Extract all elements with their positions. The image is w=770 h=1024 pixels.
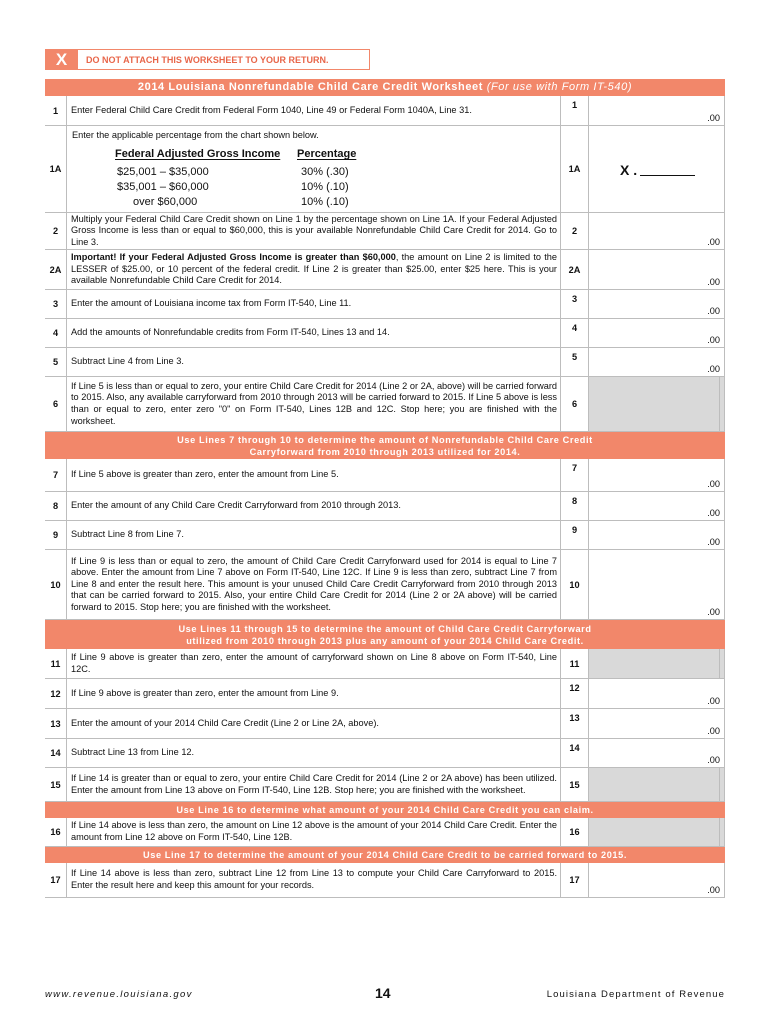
important-note: Important! If your Federal Adjusted Gross Income is greater than $60,000 bbox=[71, 252, 396, 263]
cents: .00 bbox=[707, 696, 720, 706]
footer-website-link[interactable]: www.revenue.louisiana.gov bbox=[45, 989, 193, 1000]
line-3-row bbox=[45, 290, 725, 319]
worksheet-title bbox=[45, 79, 725, 96]
chart-intro: Enter the applicable percentage from the chart shown below. bbox=[72, 130, 319, 140]
cents: .00 bbox=[707, 277, 720, 287]
box-label: 17 bbox=[560, 863, 588, 897]
line-number: 9 bbox=[45, 521, 67, 549]
band-line-2: Carryforward from 2010 through 2013 utilized for 2014. bbox=[249, 446, 521, 457]
band-line-1: Use Lines 7 through 10 to determine the amount of Nonrefundable Child Care Credit bbox=[177, 434, 593, 445]
line-12-amount-field[interactable] bbox=[588, 679, 725, 708]
chart-pct-2: 10% (.10) bbox=[301, 181, 349, 193]
line-text: If Line 14 above is less than zero, the amount on Line 12 above is the amount of your 2014 Child Care Credit. Enter the amount from Line 12 above on Form IT-540, Line 12B. bbox=[71, 820, 557, 842]
line-text: Enter the amount of Louisiana income tax from Form IT-540, Line 11. bbox=[71, 298, 352, 309]
line-number: 1A bbox=[45, 126, 67, 212]
line-13-row bbox=[45, 709, 725, 739]
line-number: 4 bbox=[45, 319, 67, 347]
line-15-row bbox=[45, 768, 725, 802]
line-number: 5 bbox=[45, 348, 67, 376]
line-5-row bbox=[45, 348, 725, 377]
cents: .00 bbox=[707, 306, 720, 316]
line-text-rest: , the amount on Line 2 is limited to the LESSER of $25.00, or 10 percent of the federal credit. If Line 2 is greater than $25.00, enter $25 here. This is your available Nonrefundable Child Care Credit for 2014. bbox=[71, 252, 558, 286]
line-1a-percentage-field[interactable] bbox=[588, 126, 725, 212]
line-4-amount-field[interactable] bbox=[588, 319, 725, 347]
chart-agi-3: over $60,000 bbox=[133, 196, 198, 208]
cents: .00 bbox=[707, 113, 720, 123]
line-number: 3 bbox=[45, 290, 67, 318]
multiply-sign: X . bbox=[620, 162, 638, 178]
line-12-row bbox=[45, 679, 725, 709]
line-14-row bbox=[45, 739, 725, 768]
line-11-row bbox=[45, 649, 725, 679]
chart-pct-3: 10% (.10) bbox=[301, 196, 349, 208]
cell-divider bbox=[719, 818, 720, 846]
line-number: 14 bbox=[45, 739, 67, 767]
line-number: 1 bbox=[45, 96, 67, 125]
line-7-row bbox=[45, 459, 725, 492]
cents: .00 bbox=[707, 537, 720, 547]
line-text: Add the amounts of Nonrefundable credits from Form IT-540, Lines 13 and 14. bbox=[71, 327, 390, 338]
line-1-amount-field[interactable] bbox=[588, 96, 725, 125]
line-6-shaded-field bbox=[588, 377, 725, 431]
line-1-row bbox=[45, 96, 725, 126]
line-text: If Line 14 is greater than or equal to zero, your entire Child Care Credit for 2014 (Line 2 or 2A above) has been utilized. Enter the amount from Line 13 above on Form IT-540, Line 12B. Stop here; you are finished with the worksheet. bbox=[71, 772, 557, 795]
line-text: If Line 5 above is greater than zero, enter the amount from Line 5. bbox=[71, 469, 339, 480]
line-4-row bbox=[45, 319, 725, 348]
box-label: 2A bbox=[560, 250, 588, 289]
cents: .00 bbox=[707, 607, 720, 617]
line-number: 16 bbox=[45, 818, 67, 846]
line-16-row bbox=[45, 818, 725, 847]
line-5-amount-field[interactable] bbox=[588, 348, 725, 376]
box-label: 10 bbox=[560, 550, 588, 619]
box-label: 4 bbox=[560, 319, 588, 347]
line-number: 11 bbox=[45, 649, 67, 678]
chart-pct-1: 30% (.30) bbox=[301, 166, 349, 178]
section-band-line-16 bbox=[45, 802, 725, 818]
line-17-amount-field[interactable] bbox=[588, 863, 725, 897]
chart-header-agi: Federal Adjusted Gross Income bbox=[115, 148, 281, 160]
line-text bbox=[67, 250, 560, 289]
cents: .00 bbox=[707, 755, 720, 765]
box-label: 6 bbox=[560, 377, 588, 431]
line-text: If Line 9 is less than or equal to zero, the amount of Child Care Credit Carryforward used for 2014 is equal to Line 7 above. Enter the amount from Line 7 above on Form IT-540, Line 12C. If Line 9 is less than zero, subtract Line 7 from Line 8 and enter the result here. This amount is your unused Child Care Credit Carryforward from 2010 through 2013 that can be carried forward to 2015. Also, your entire Child Care Credit for 2014 (Line 2 or 2A above) will be carried forward to 2015. Stop here; you are finished with the worksheet. bbox=[71, 555, 557, 612]
line-2-row bbox=[45, 213, 725, 250]
section-band-line-17 bbox=[45, 847, 725, 863]
chart-header-percentage: Percentage bbox=[297, 148, 357, 160]
line-3-amount-field[interactable] bbox=[588, 290, 725, 318]
percentage-entry-line bbox=[640, 175, 695, 176]
cents: .00 bbox=[707, 335, 720, 345]
line-2a-amount-field[interactable] bbox=[588, 250, 725, 289]
line-text: Subtract Line 4 from Line 3. bbox=[71, 356, 184, 367]
band-line-1: Use Line 16 to determine what amount of your 2014 Child Care Credit you can claim. bbox=[176, 805, 594, 815]
cents: .00 bbox=[707, 479, 720, 489]
line-number: 6 bbox=[45, 377, 67, 431]
band-line-1: Use Lines 11 through 15 to determine the amount of Child Care Credit Carryforward bbox=[178, 623, 592, 634]
box-label: 1A bbox=[560, 126, 588, 212]
cell-divider bbox=[719, 377, 720, 431]
line-9-amount-field[interactable] bbox=[588, 521, 725, 549]
line-2-amount-field[interactable] bbox=[588, 213, 725, 249]
cents: .00 bbox=[707, 726, 720, 736]
cents: .00 bbox=[707, 364, 720, 374]
section-band-lines-7-10 bbox=[45, 432, 725, 459]
box-label: 12 bbox=[560, 679, 588, 708]
band-line-1: Use Line 17 to determine the amount of your 2014 Child Care Credit to be carried forward to 2015. bbox=[143, 850, 627, 860]
chart-agi-1: $25,001 – $35,000 bbox=[117, 166, 209, 178]
do-not-attach-warning: DO NOT ATTACH THIS WORKSHEET TO YOUR RETURN. bbox=[78, 49, 370, 70]
cents: .00 bbox=[707, 508, 720, 518]
x-mark-badge: X bbox=[45, 49, 78, 70]
cents: .00 bbox=[707, 237, 720, 247]
box-label: 13 bbox=[560, 709, 588, 738]
box-label: 8 bbox=[560, 492, 588, 520]
line-text: Multiply your Federal Child Care Credit shown on Line 1 by the percentage shown on Line 1A. If your Federal Adjusted Gross Income is less than or equal to $60,000, this is your available Nonrefundable Child Care Credit for 2014. Go to Line 3. bbox=[71, 213, 557, 247]
line-8-row bbox=[45, 492, 725, 521]
box-label: 11 bbox=[560, 649, 588, 678]
line-16-shaded-field bbox=[588, 818, 725, 846]
title-main: 2014 Louisiana Nonrefundable Child Care Credit Worksheet bbox=[137, 81, 484, 93]
line-text: If Line 9 above is greater than zero, enter the amount of carryforward shown on Line 8 above on Form IT-540, Line 12C. bbox=[71, 651, 557, 674]
section-band-lines-11-15 bbox=[45, 620, 725, 649]
box-label: 1 bbox=[560, 96, 588, 125]
percentage-chart bbox=[67, 126, 560, 213]
line-text: Subtract Line 8 from Line 7. bbox=[71, 529, 184, 540]
line-number: 17 bbox=[45, 863, 67, 897]
line-15-shaded-field bbox=[588, 768, 725, 801]
line-7-amount-field[interactable] bbox=[588, 459, 725, 491]
line-number: 15 bbox=[45, 768, 67, 801]
box-label: 14 bbox=[560, 739, 588, 767]
line-14-amount-field[interactable] bbox=[588, 739, 725, 767]
line-text: Enter Federal Child Care Credit from Federal Form 1040, Line 49 or Federal Form 1040A, Line 31. bbox=[71, 104, 472, 115]
cell-divider bbox=[719, 649, 720, 678]
line-text: Enter the amount of any Child Care Credit Carryforward from 2010 through 2013. bbox=[71, 500, 401, 511]
line-number: 7 bbox=[45, 459, 67, 491]
line-8-amount-field[interactable] bbox=[588, 492, 725, 520]
line-2a-row bbox=[45, 250, 725, 290]
line-number: 10 bbox=[45, 550, 67, 619]
cents: .00 bbox=[707, 885, 720, 895]
line-text: Enter the amount of your 2014 Child Care Credit (Line 2 or Line 2A, above). bbox=[71, 717, 379, 728]
line-number: 2A bbox=[45, 250, 67, 289]
band-line-2: utilized from 2010 through 2013 plus any amount of your 2014 Child Care Credit. bbox=[186, 635, 584, 646]
line-13-amount-field[interactable] bbox=[588, 709, 725, 738]
line-10-amount-field[interactable] bbox=[588, 550, 725, 619]
line-10-row bbox=[45, 550, 725, 620]
line-text: If Line 9 above is greater than zero, enter the amount from Line 9. bbox=[71, 687, 339, 698]
box-label: 7 bbox=[560, 459, 588, 491]
line-number: 13 bbox=[45, 709, 67, 738]
box-label: 16 bbox=[560, 818, 588, 846]
line-number: 12 bbox=[45, 679, 67, 708]
box-label: 15 bbox=[560, 768, 588, 801]
cell-divider bbox=[719, 768, 720, 801]
line-11-shaded-field bbox=[588, 649, 725, 678]
line-17-row bbox=[45, 863, 725, 898]
title-note: (For use with Form IT-540) bbox=[486, 81, 633, 93]
line-text: If Line 5 is less than or equal to zero, your entire Child Care Credit for 2014 (Line 2 or 2A, above) will be carried forward to 2015. Also, any available carryforward from 2010 through 2013 will be carried forward to 2015. If Line 5 above is less than or equal to zero, enter zero "0" on Form IT-540, Lines 12B and 12C. Stop here; you are finished with the worksheet. bbox=[71, 380, 557, 426]
footer-agency: Louisiana Department of Revenue bbox=[546, 989, 725, 1000]
box-label: 5 bbox=[560, 348, 588, 376]
line-9-row bbox=[45, 521, 725, 550]
page-number: 14 bbox=[375, 985, 391, 1001]
line-text: If Line 14 above is less than zero, subtract Line 12 from Line 13 to compute your Child Care Carryforward to 2015. Enter the result here and keep this amount for your records. bbox=[71, 868, 557, 890]
line-number: 8 bbox=[45, 492, 67, 520]
box-label: 2 bbox=[560, 213, 588, 249]
line-text: Subtract Line 13 from Line 12. bbox=[71, 747, 195, 758]
box-label: 9 bbox=[560, 521, 588, 549]
box-label: 3 bbox=[560, 290, 588, 318]
line-6-row bbox=[45, 377, 725, 432]
line-number: 2 bbox=[45, 213, 67, 249]
chart-agi-2: $35,001 – $60,000 bbox=[117, 181, 209, 193]
